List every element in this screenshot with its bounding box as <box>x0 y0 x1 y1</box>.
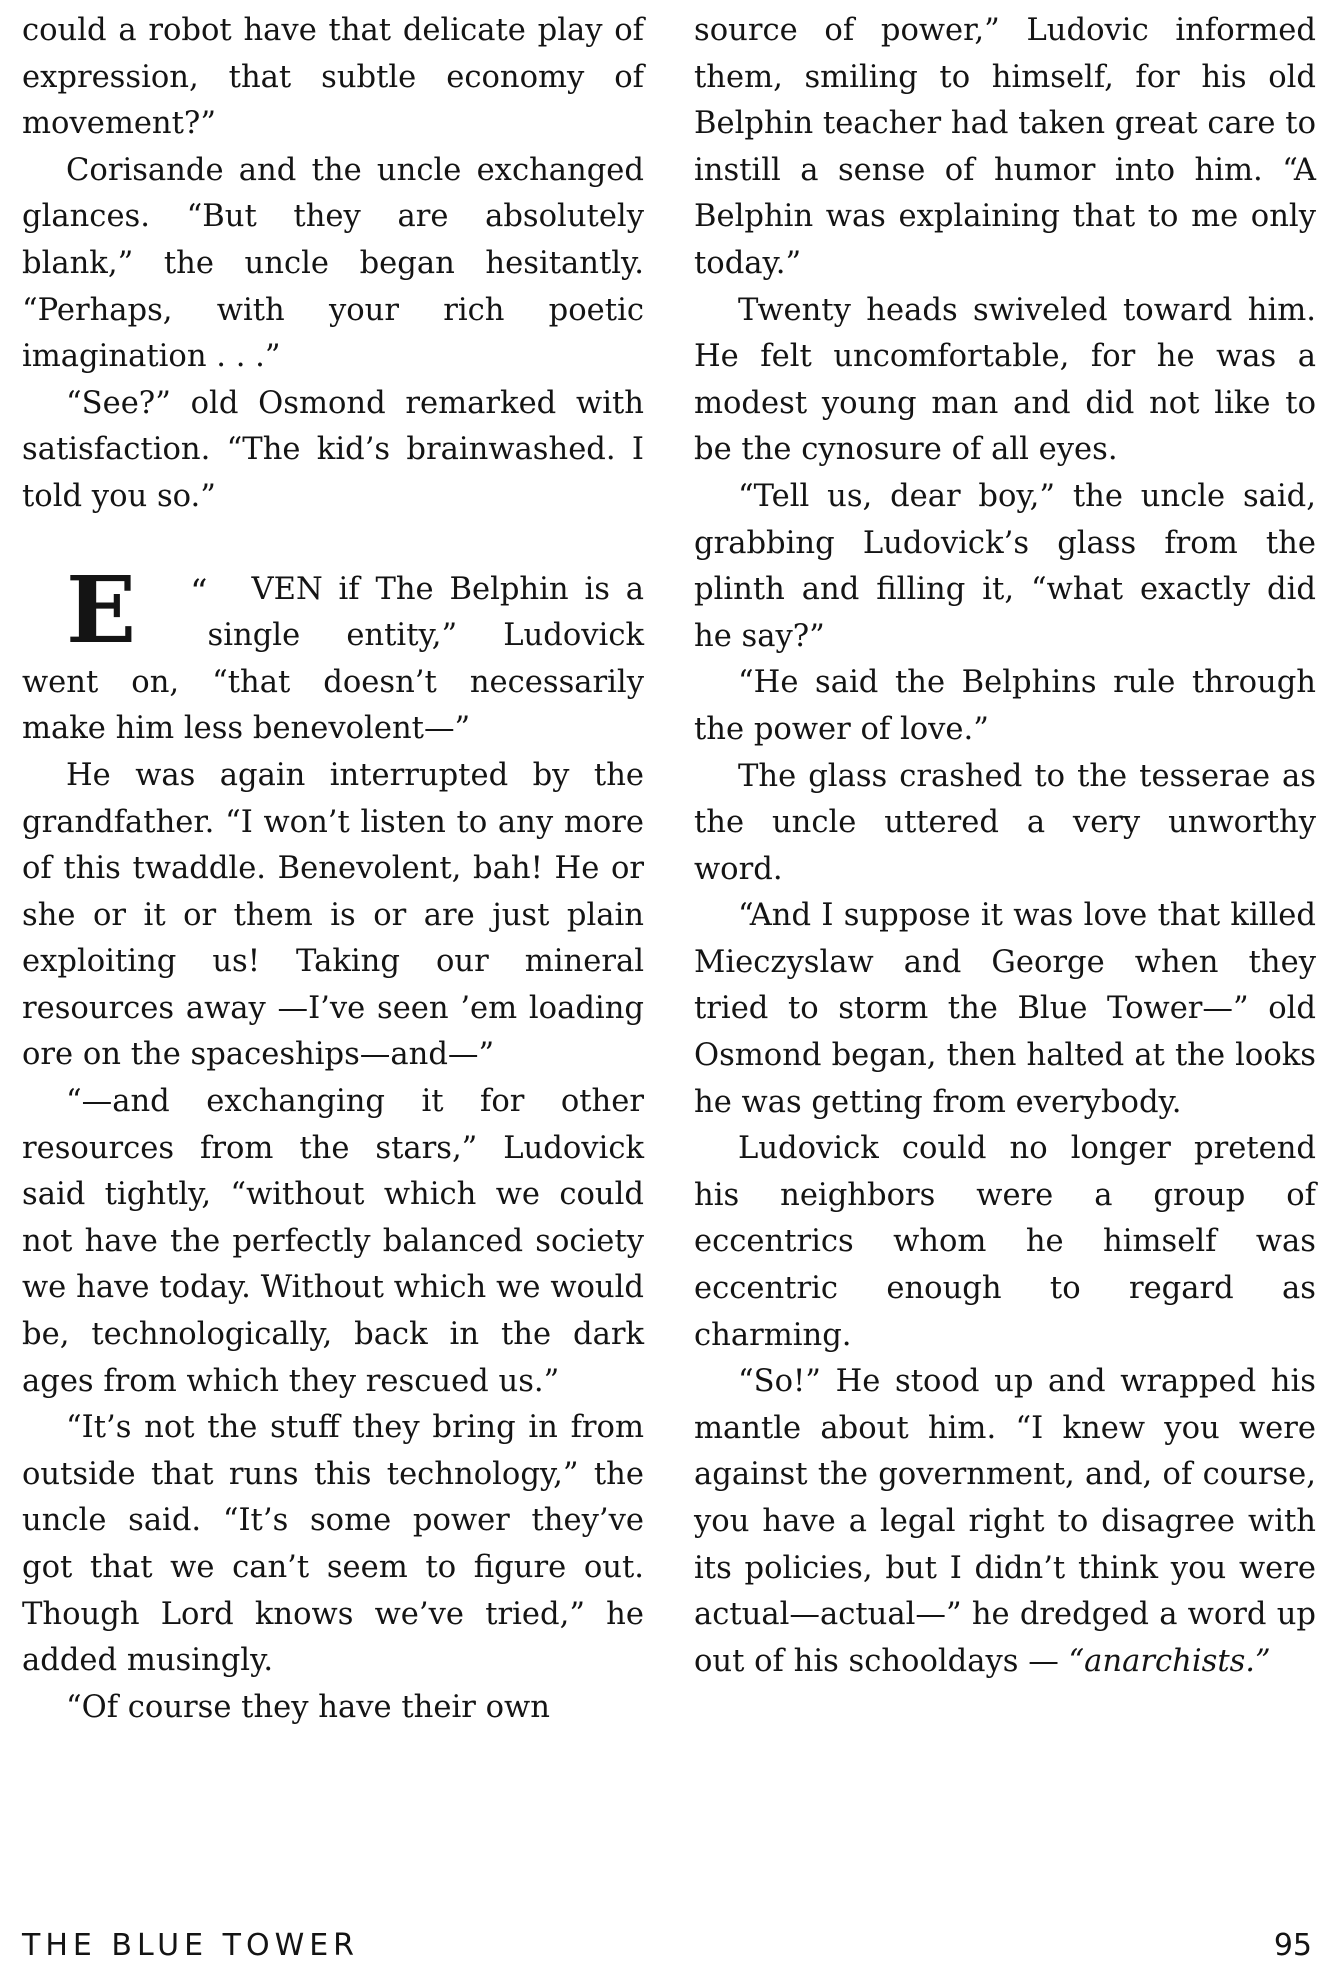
paragraph <box>694 1359 1316 1685</box>
paragraph: “—and exchanging it for other resources from the stars,” Ludovick said tightly, “without which we could not have the perfectly balanced society we have today. Without which we would be, technologically, back in the dark ages from which they rescued us.” <box>22 1084 644 1399</box>
paragraph: “He said the Belphins rule through the power of love.” <box>694 665 1316 747</box>
paragraph-text: “So!” He stood up and wrapped his mantle about him. “I knew you were against the government, and, of course, you have a legal right to disagree with its policies, but I didn’t think you were actual—actual—” he dredged a word up out of his schooldays — <box>694 1364 1316 1679</box>
paragraph: Corisande and the uncle exchanged glances. “But they are absolutely blank,” the uncle began hesitantly. “Perhaps, with your rich poetic imagination . . .” <box>22 152 644 375</box>
paragraph: “And I suppose it was love that killed Mieczyslaw and George when they tried to storm the Blue Tower—” old Osmond began, then halted at the looks he was getting from everybody. <box>694 898 1316 1120</box>
paragraph: “Tell us, dear boy,” the uncle said, grabbing Ludovick’s glass from the plinth and filling it, “what exactly did he say?” <box>694 478 1316 654</box>
paragraph: Twenty heads swiveled toward him. He felt uncomfortable, for he was a modest young man and did not like to be the cynosure of all eyes. <box>694 292 1316 468</box>
right-column <box>694 8 1316 1685</box>
paragraph: “It’s not the stuff they bring in from outside that runs this technology,” the uncle said. “It’s some power they’ve got that we can’t seem to figure out. Though Lord knows we’ve tried,” he added musingly. <box>22 1410 644 1679</box>
drop-cap-block <box>22 555 208 664</box>
paragraph: could a robot have that delicate play of expression, that subtle economy of movement?” <box>22 13 644 142</box>
page-footer <box>22 1928 1312 1968</box>
paragraph: “See?” old Osmond remarked with satisfaction. “The kid’s brainwashed. I told you so.” <box>22 385 644 514</box>
drop-cap-paragraph <box>22 555 644 753</box>
paragraph: Ludovick could no longer pretend his neighbors were a group of eccentrics whom he himself was eccentric enough to regard as charming. <box>694 1131 1316 1353</box>
page-number: 95 <box>1273 1928 1312 1963</box>
paragraph: “Of course they have their own <box>66 1689 550 1725</box>
running-title: THE BLUE TOWER <box>22 1928 360 1963</box>
left-column <box>22 8 644 1731</box>
italic-word: “anarchists.” <box>1068 1643 1271 1679</box>
paragraph: source of power,” Ludovic informed them, smiling to himself, for his old Belphin teacher had taken great care to instill a sense of humor into him. “A Belphin was explaining that to me only today.” <box>694 13 1316 281</box>
paragraph: He was again interrupted by the grandfather. “I won’t listen to any more of this twaddle. Benevolent, bah! He or she or it or them is or are just plain exploiting us! Taking our mineral resources away —I’ve seen ’em loading ore on the spaceships—and—” <box>22 757 644 1073</box>
drop-cap-open-quote: “ <box>190 571 208 612</box>
paragraph: The glass crashed to the tesserae as the uncle uttered a very unworthy word. <box>694 758 1316 887</box>
drop-cap-letter: E <box>66 555 137 664</box>
drop-cap-paragraph-text: VEN if The Belphin is a single entity,” Ludovick went on, “that doesn’t necessarily make him less benevolent—” <box>22 571 644 747</box>
